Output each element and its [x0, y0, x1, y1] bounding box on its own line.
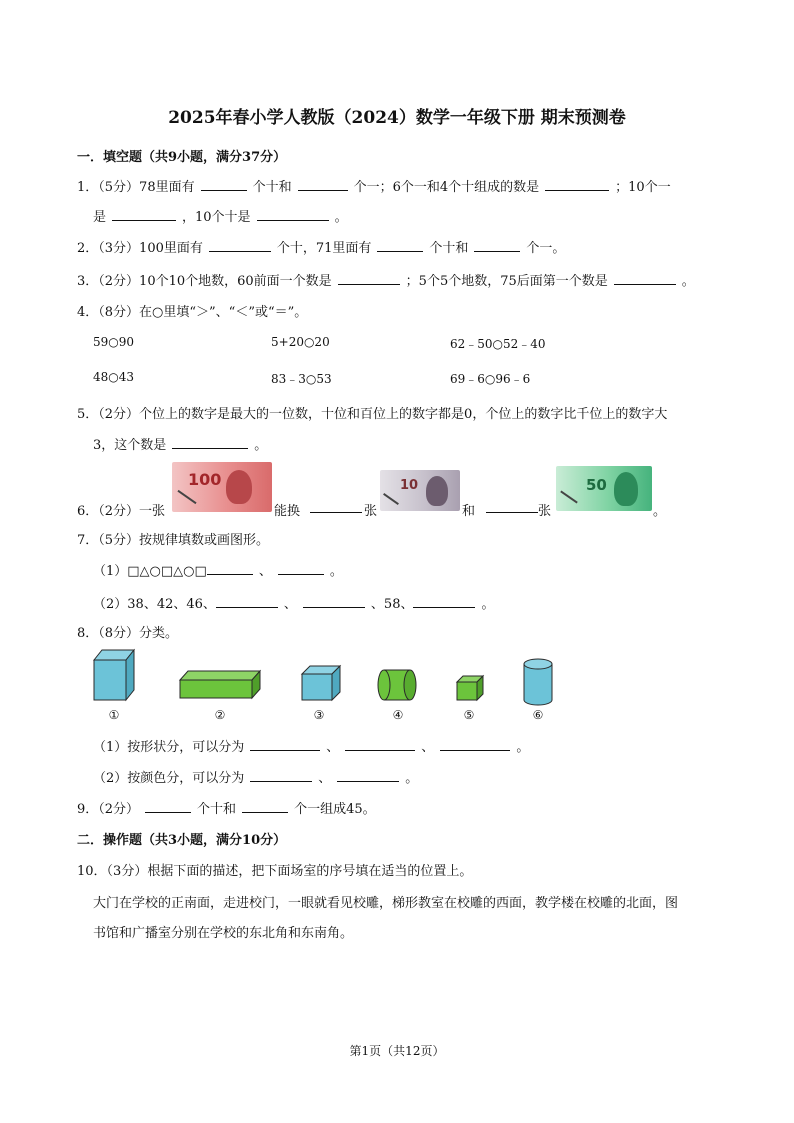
- q8-p1-text: （1）按形状分，可以分为: [93, 740, 245, 755]
- q2-blank-3[interactable]: [474, 239, 520, 252]
- q7-p2-sep-1: 、: [283, 597, 297, 612]
- q3-text-c: 。: [681, 274, 695, 289]
- q7-p2-end: 。: [481, 597, 495, 612]
- banknote-100-value: 100: [188, 470, 222, 489]
- q4-item-3: 62﹣50○52﹣40: [450, 337, 546, 351]
- banknote-50-value: 50: [586, 476, 607, 494]
- shape-label-3: ③: [313, 708, 325, 722]
- q1-blank-1[interactable]: [201, 178, 247, 191]
- shape-6-upright-cylinder: [524, 659, 552, 705]
- shape-label-2: ②: [214, 708, 226, 722]
- q5-text-c: 。: [254, 438, 268, 453]
- question-9: [77, 798, 376, 817]
- pen-line-icon: [177, 490, 196, 504]
- q2-blank-2[interactable]: [377, 239, 423, 252]
- q9-blank-2[interactable]: [242, 800, 288, 813]
- q4-item-4: 48○43: [93, 370, 135, 384]
- solid-shapes-figure: [80, 640, 580, 735]
- q6-blank-1[interactable]: [310, 500, 362, 513]
- q8-p1-end: 。: [516, 740, 530, 755]
- q1-blank-4[interactable]: [112, 208, 176, 221]
- question-2: [77, 237, 565, 256]
- question-8-part-2: [93, 767, 418, 786]
- shape-label-4: ④: [392, 708, 404, 722]
- banknote-10-value: 10: [400, 478, 419, 493]
- q3-blank-2[interactable]: [614, 272, 676, 285]
- pen-line-icon: [560, 490, 578, 503]
- question-8-part-1: [93, 736, 529, 755]
- q8-p1-sep-2: 、: [421, 740, 435, 755]
- banknote-10-yuan: [380, 470, 460, 511]
- q7-p2-blank-1[interactable]: [216, 595, 278, 608]
- q1-text-f: ，10个十是: [182, 210, 251, 225]
- q1-blank-3[interactable]: [545, 178, 609, 191]
- q2-text-c: 个十和: [429, 241, 469, 256]
- page-title: 2025年春小学人教版（2024）数学一年级下册 期末预测卷: [168, 108, 626, 128]
- portrait-icon: [226, 470, 252, 504]
- q7-p2-sep-2: 、58、: [370, 597, 414, 612]
- q4-item-1: 59○90: [93, 335, 135, 349]
- q8-p2-blank-2[interactable]: [337, 769, 399, 782]
- question-10-stem: 10．（3分）根据下面的描述，把下面场室的序号填在适当的位置上。: [77, 864, 473, 879]
- question-7-part-2: [93, 593, 494, 612]
- question-7-stem: 7．（5分）按规律填数或画图形。: [77, 533, 270, 548]
- q2-blank-1[interactable]: [209, 239, 271, 252]
- q6-text-b: 能换: [274, 504, 301, 519]
- question-3: [77, 270, 695, 289]
- question-1-line-1: [77, 176, 671, 195]
- q4-item-6: 69﹣6○96﹣6: [450, 372, 531, 386]
- q6-blank-2[interactable]: [486, 500, 538, 513]
- question-8-stem: 8．（8分）分类。: [77, 626, 179, 641]
- q3-text-a: 3．（2分）10个10个地数，60前面一个数是: [77, 274, 332, 289]
- q7-p1-text: （1）□△○□△○□: [93, 564, 207, 579]
- question-5-line-2: [93, 434, 267, 453]
- q5-blank-1[interactable]: [172, 436, 248, 449]
- shape-label-6: ⑥: [532, 708, 544, 722]
- q1-text-d: ；10个一: [615, 180, 671, 195]
- q1-blank-5[interactable]: [257, 208, 329, 221]
- q8-p2-text: （2）按颜色分，可以分为: [93, 771, 245, 786]
- q4-item-2: 5+20○20: [271, 335, 330, 349]
- q7-p2-blank-3[interactable]: [413, 595, 475, 608]
- q6-text-c: 张: [364, 504, 378, 519]
- q1-text-g: 。: [334, 210, 348, 225]
- shape-2-long-cuboid: [180, 671, 260, 698]
- banknote-50-yuan: [556, 466, 652, 511]
- q6-text-a: 6．（2分）一张: [77, 504, 166, 519]
- q6-text-d: 和: [462, 504, 476, 519]
- q1-text-c: 个一；6个一和4个十组成的数是: [353, 180, 540, 195]
- q7-p1-blank-2[interactable]: [278, 562, 324, 575]
- question-10-desc-line-1: 大门在学校的正南面，走进校门，一眼就看见校雕，梯形教室在校雕的西面，教学楼在校雕的北面，图: [93, 896, 679, 911]
- q2-text-b: 个十，71里面有: [276, 241, 372, 256]
- q8-p1-blank-3[interactable]: [440, 738, 510, 751]
- q1-blank-2[interactable]: [298, 178, 348, 191]
- question-10-desc-line-2: 书馆和广播室分别在学校的东北角和东南角。: [93, 926, 354, 941]
- q2-text-a: 2．（3分）100里面有: [77, 241, 203, 256]
- q6-text-f: 。: [653, 504, 667, 519]
- q5-text-b: 3，这个数是: [93, 438, 167, 453]
- q8-p1-sep-1: 、: [326, 740, 340, 755]
- shape-label-1: ①: [108, 708, 120, 722]
- q8-p2-sep: 、: [318, 771, 332, 786]
- q8-p1-blank-1[interactable]: [250, 738, 320, 751]
- section-heading-operation: 二．操作题（共3小题，满分10分）: [77, 833, 287, 848]
- q8-p1-blank-2[interactable]: [345, 738, 415, 751]
- q7-p2-text: （2）38、42、46、: [93, 597, 216, 612]
- q3-text-b: ；5个5个地数，75后面第一个数是: [405, 274, 608, 289]
- q1-text-a: 1．（5分）78里面有: [77, 180, 195, 195]
- q7-p1-end: 。: [329, 564, 343, 579]
- q4-item-5: 83﹣3○53: [271, 372, 332, 386]
- q9-text-b: 个十和: [197, 802, 237, 817]
- shape-4-lying-cylinder: [378, 670, 416, 700]
- q7-p1-blank-1[interactable]: [207, 562, 253, 575]
- q8-p2-end: 。: [405, 771, 419, 786]
- question-7-part-1: [93, 560, 343, 579]
- q7-p1-sep: 、: [258, 564, 272, 579]
- portrait-icon: [614, 472, 638, 506]
- pen-line-icon: [383, 493, 399, 505]
- q9-text-a: 9．（2分）: [77, 802, 140, 817]
- q1-text-e: 是: [93, 210, 107, 225]
- section-heading-fill-in: 一．填空题（共9小题，满分37分）: [77, 150, 287, 165]
- q3-blank-1[interactable]: [338, 272, 400, 285]
- question-4-stem: 4．（8分）在○里填“＞”、“＜”或“＝”。: [77, 305, 308, 320]
- q8-p2-blank-1[interactable]: [250, 769, 312, 782]
- q9-blank-1[interactable]: [145, 800, 191, 813]
- q7-p2-blank-2[interactable]: [303, 595, 365, 608]
- question-5-line-1: 5．（2分）个位上的数字是最大的一位数，十位和百位上的数字都是0，个位上的数字比千位上的数字大: [77, 407, 668, 422]
- banknote-100-yuan: [172, 462, 272, 512]
- q2-text-d: 个一。: [526, 241, 566, 256]
- portrait-icon: [426, 476, 448, 506]
- shape-1-tall-cuboid: [94, 650, 134, 700]
- shape-3-cube: [302, 666, 340, 700]
- q1-text-b: 个十和: [252, 180, 292, 195]
- q9-text-c: 个一组成45。: [294, 802, 376, 817]
- shape-5-small-cube: [457, 676, 483, 700]
- question-1-line-2: [93, 206, 348, 225]
- q6-text-e: 张: [538, 504, 552, 519]
- shape-label-5: ⑤: [463, 708, 475, 722]
- page-footer: 第1页（共12页）: [349, 1044, 445, 1058]
